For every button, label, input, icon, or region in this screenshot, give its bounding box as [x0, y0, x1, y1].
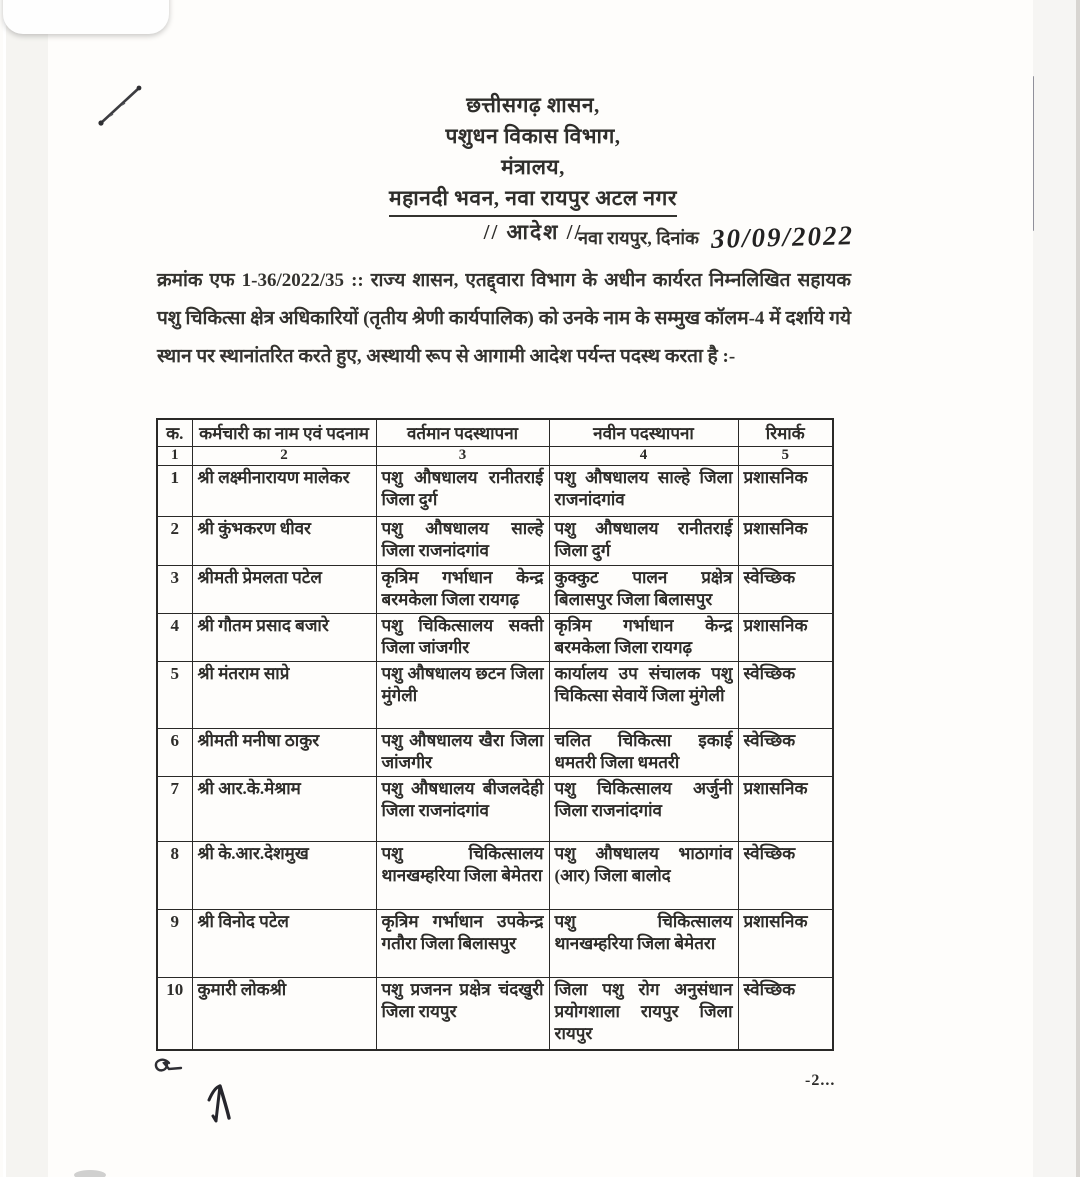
- table-cell: स्वेच्छिक: [738, 662, 833, 729]
- right-edge-divider: [1076, 0, 1080, 1177]
- order-title: // आदेश //: [483, 220, 583, 244]
- table-cell: कृत्रिम गर्भाधान केन्द्र बरमकेला जिला रायगढ़: [549, 614, 738, 662]
- table-cell: श्री मंतराम साप्रे: [192, 662, 376, 729]
- table-cell: कृत्रिम गर्भाधान उपकेन्द्र गतौरा जिला बिलासपुर: [376, 910, 549, 978]
- reference-paragraph: क्रमांक एफ 1-36/2022/35 :: राज्य शासन, एतद्द्वारा विभाग के अधीन कार्यरत निम्नलिखित सहायक पशु चिकित्सा क्षेत्र अधिकारियों (तृतीय श्रेणी कार्यपालिक) को उनके नाम के सम्मुख कॉलम-4 में दर्शाये गये स्थान पर स्थानांतरित करते हुए, अस्थायी रूप से आगामी आदेश पर्यन्त पदस्थ करता है :-: [157, 270, 851, 367]
- table-cell: पशु औषधालय साल्हे जिला राजनांदगांव: [549, 466, 738, 517]
- left-app-strip: [3, 0, 51, 1177]
- column-number-row: [157, 447, 833, 466]
- table-cell: पशु चिकित्सालय अर्जुनी जिला राजनांदगांव: [549, 777, 738, 842]
- table-cell: श्री लक्ष्मीनारायण मालेकर: [192, 466, 376, 517]
- table-cell: पशु चिकित्सालय थानखम्हरिया जिला बेमेतरा: [376, 842, 549, 910]
- document-page: [48, 0, 1033, 1177]
- table-cell: कुक्कुट पालन प्रक्षेत्र बिलासपुर जिला बिलासपुर: [549, 566, 738, 614]
- table-cell: श्री के.आर.देशमुख: [192, 842, 376, 910]
- table-cell: पशु औषधालय छटन जिला मुंगेली: [376, 662, 549, 729]
- table-cell: जिला पशु रोग अनुसंधान प्रयोगशाला रायपुर जिला रायपुर: [549, 978, 738, 1050]
- table-cell: कार्यालय उप संचालक पशु चिकित्सा सेवायें जिला मुंगेली: [549, 662, 738, 729]
- table-cell: पशु औषधालय साल्हे जिला राजनांदगांव: [376, 517, 549, 566]
- table-cell: श्री गौतम प्रसाद बजारे: [192, 614, 376, 662]
- header-line: मंत्रालय,: [501, 155, 565, 179]
- table-cell: 7: [157, 777, 192, 842]
- table-cell: पशु प्रजनन प्रक्षेत्र चंदखुरी जिला रायपुर: [376, 978, 549, 1050]
- table-cell: प्रशासनिक: [738, 466, 833, 517]
- table-cell: पशु औषधालय खैरा जिला जांजगीर: [376, 729, 549, 777]
- table-cell: 2: [157, 517, 192, 566]
- column-number-cell: 2: [192, 447, 376, 466]
- table-cell: चलित चिकित्सा इकाई धमतरी जिला धमतरी: [549, 729, 738, 777]
- table-cell: पशु औषधालय रानीतराई जिला दुर्ग: [549, 517, 738, 566]
- table-row: [157, 466, 833, 517]
- header-line-address: महानदी भवन, नवा रायपुर अटल नगर: [48, 183, 1018, 217]
- pen-smudge-mark: [70, 1168, 110, 1177]
- table-cell: श्री आर.के.मेश्राम: [192, 777, 376, 842]
- table-cell: 8: [157, 842, 192, 910]
- table-row: [157, 910, 833, 978]
- table-cell: पशु औषधालय भाठागांव (आर) जिला बालोद: [549, 842, 738, 910]
- table-cell: 3: [157, 566, 192, 614]
- table-cell: 5: [157, 662, 192, 729]
- table-cell: श्रीमती मनीषा ठाकुर: [192, 729, 376, 777]
- table-header-row: [157, 419, 833, 447]
- column-number-cell: 5: [738, 447, 833, 466]
- table-cell: पशु चिकित्सालय सक्ती जिला जांजगीर: [376, 614, 549, 662]
- header-line: छत्तीसगढ़ शासन,: [466, 93, 600, 117]
- table-row: [157, 662, 833, 729]
- table-cell: पशु चिकित्सालय थानखम्हरिया जिला बेमेतरा: [549, 910, 738, 978]
- table-cell: स्वेच्छिक: [738, 566, 833, 614]
- table-header-cell: रिमार्क: [738, 419, 833, 447]
- pen-slash-mark: [92, 80, 148, 130]
- table-cell: श्री कुंभकरण धीवर: [192, 517, 376, 566]
- table-row: [157, 614, 833, 662]
- right-page-margin: [1033, 0, 1076, 1177]
- table-cell: 4: [157, 614, 192, 662]
- table-cell: 6: [157, 729, 192, 777]
- table-cell: स्वेच्छिक: [738, 842, 833, 910]
- table-cell: प्रशासनिक: [738, 910, 833, 978]
- table-cell: प्रशासनिक: [738, 614, 833, 662]
- table-header-cell: नवीन पदस्थापना: [549, 419, 738, 447]
- table-row: [157, 517, 833, 566]
- column-number-cell: 3: [376, 447, 549, 466]
- table-cell: श्री विनोद पटेल: [192, 910, 376, 978]
- column-number-cell: 1: [157, 447, 192, 466]
- header-line: पशुधन विकास विभाग,: [445, 124, 621, 148]
- close-button[interactable]: [3, 0, 169, 34]
- table-cell: कृत्रिम गर्भाधान केन्द्र बरमकेला जिला रायगढ़: [376, 566, 549, 614]
- table-row: [157, 566, 833, 614]
- table-cell: श्रीमती प्रेमलता पटेल: [192, 566, 376, 614]
- table-row: [157, 842, 833, 910]
- dateline-label: नवा रायपुर, दिनांक: [578, 228, 699, 248]
- table-cell: 10: [157, 978, 192, 1050]
- table-header-cell: क.: [157, 419, 192, 447]
- table-cell: प्रशासनिक: [738, 777, 833, 842]
- table-row: [157, 978, 833, 1050]
- table-cell: स्वेच्छिक: [738, 978, 833, 1050]
- table-cell: कुमारी लोकश्री: [192, 978, 376, 1050]
- pen-squiggle-mark: [152, 1056, 204, 1082]
- table-cell: स्वेच्छिक: [738, 729, 833, 777]
- transfer-table: [156, 418, 834, 1051]
- close-icon: [55, 0, 117, 24]
- table-cell: 1: [157, 466, 192, 517]
- table-cell: पशु औषधालय रानीतराई जिला दुर्ग: [376, 466, 549, 517]
- handwritten-date: 30/09/2022: [710, 220, 855, 254]
- column-number-cell: 4: [549, 447, 738, 466]
- table-cell: 9: [157, 910, 192, 978]
- pen-arrow-mark: [200, 1083, 246, 1135]
- table-header-cell: कर्मचारी का नाम एवं पदनाम: [192, 419, 376, 447]
- page-number-marker: -2...: [805, 1072, 836, 1089]
- table-row: [157, 777, 833, 842]
- dateline: [578, 222, 908, 253]
- table-cell: पशु औषधालय बीजलदेही जिला राजनांदगांव: [376, 777, 549, 842]
- table-row: [157, 729, 833, 777]
- table-header-cell: वर्तमान पदस्थापना: [376, 419, 549, 447]
- table-cell: प्रशासनिक: [738, 517, 833, 566]
